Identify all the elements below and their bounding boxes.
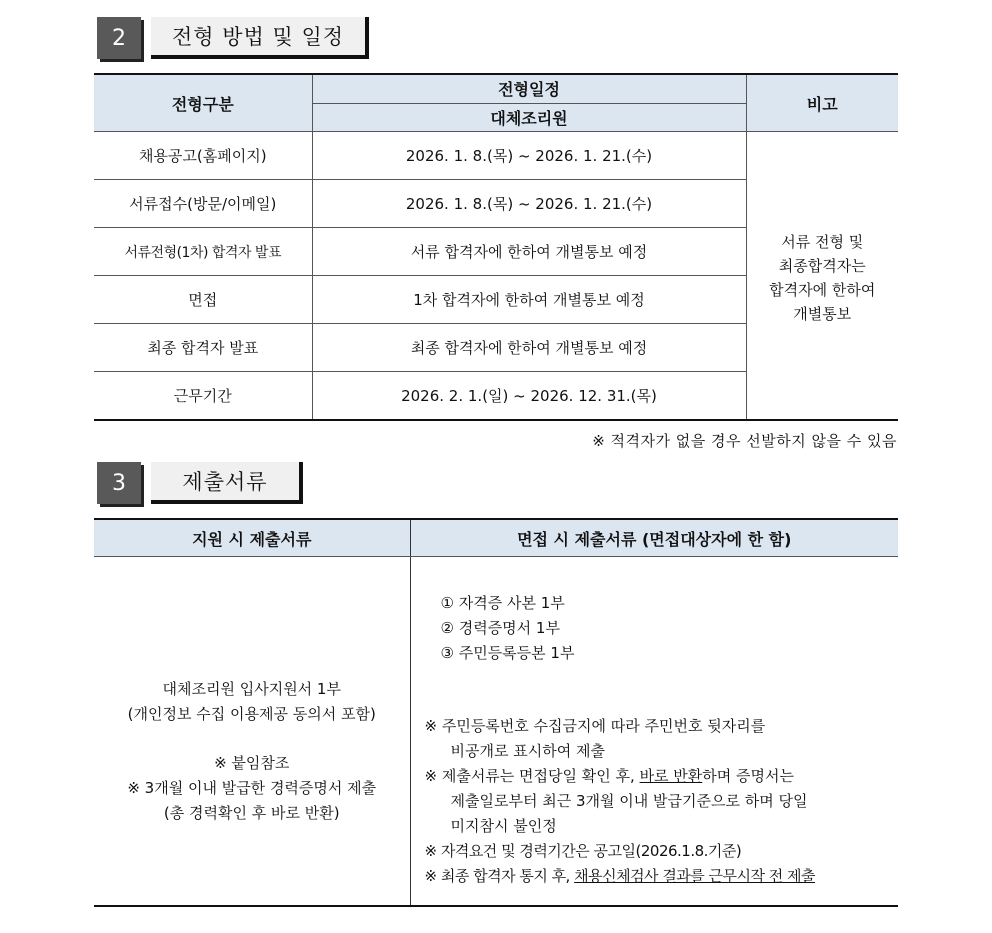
interview-note: ※ 주민등록번호 수집금지에 따라 주민번호 뒷자리를 (424, 717, 766, 735)
remark-line: 서류 전형 및 (781, 232, 864, 251)
interview-docs-cell (410, 557, 898, 907)
section-3-title: 제출서류 (151, 462, 303, 504)
interview-note: 미지참시 불인정 (450, 817, 557, 835)
interview-note: 비공개로 표시하여 제출 (450, 742, 605, 760)
row-schedule: 2026. 1. 8.(목) ~ 2026. 1. 21.(수) (312, 132, 746, 180)
note-underlined: 바로 반환 (639, 767, 703, 785)
remark-cell (746, 132, 898, 421)
interview-note (425, 864, 899, 889)
apply-note-line: ※ 붙임참조 (214, 753, 290, 772)
row-category: 서류전형(1차) 합격자 발표 (94, 228, 312, 276)
note-underlined: 채용신체검사 결과를 근무시작 전 제출 (574, 867, 816, 885)
row-schedule: 1차 합격자에 한하여 개별통보 예정 (312, 276, 746, 324)
header-schedule-sub: 대체조리원 (312, 103, 746, 132)
header-category: 전형구분 (94, 74, 312, 132)
row-schedule: 최종 합격자에 한하여 개별통보 예정 (312, 324, 746, 372)
interview-item: ① 자격증 사본 1부 (440, 594, 565, 612)
row-category: 면접 (94, 276, 312, 324)
interview-note: ※ 자격요건 및 경력기간은 공고일(2026.1.8.기준) (424, 842, 742, 860)
header-apply-docs: 지원 시 제출서류 (94, 519, 410, 557)
apply-line: 대체조리원 입사지원서 1부 (162, 679, 341, 698)
section-2-header (97, 17, 369, 59)
interview-note (425, 764, 899, 789)
row-category: 최종 합격자 발표 (94, 324, 312, 372)
table-row (94, 132, 898, 180)
row-schedule: 2026. 1. 8.(목) ~ 2026. 1. 21.(수) (312, 180, 746, 228)
row-category: 근무기간 (94, 372, 312, 421)
remark-line: 개별통보 (793, 304, 852, 323)
header-interview-docs: 면접 시 제출서류 (면접대상자에 한 함) (410, 519, 898, 557)
note-text: ※ 제출서류는 면접당일 확인 후, (424, 767, 640, 785)
row-schedule: 2026. 2. 1.(일) ~ 2026. 12. 31.(목) (312, 372, 746, 421)
section-3-header (97, 462, 303, 504)
interview-note: 제출일로부터 최근 3개월 이내 발급기준으로 하며 당일 (450, 792, 808, 810)
header-remark: 비고 (746, 74, 898, 132)
section-2-title: 전형 방법 및 일정 (151, 17, 369, 59)
apply-note-line: ※ 3개월 이내 발급한 경력증명서 제출 (127, 778, 377, 797)
apply-line: (개인정보 수집 이용제공 동의서 포함) (127, 704, 376, 723)
row-category: 서류접수(방문/이메일) (94, 180, 312, 228)
interview-item: ③ 주민등록등본 1부 (440, 644, 575, 662)
documents-table (94, 518, 898, 907)
remark-line: 합격자에 한하여 (769, 280, 876, 299)
selection-note: ※ 적격자가 없을 경우 선발하지 않을 수 있음 (592, 432, 897, 450)
section-2-number: 2 (97, 17, 141, 59)
interview-item: ② 경력증명서 1부 (440, 619, 560, 637)
header-schedule: 전형일정 (312, 74, 746, 103)
row-schedule: 서류 합격자에 한하여 개별통보 예정 (312, 228, 746, 276)
row-category: 채용공고(홈페이지) (94, 132, 312, 180)
note-text: ※ 최종 합격자 통지 후, (424, 867, 575, 885)
schedule-table (94, 73, 898, 421)
remark-line: 최종합격자는 (778, 256, 866, 275)
section-3-number: 3 (97, 462, 141, 504)
note-text: 하며 증명서는 (702, 767, 795, 785)
apply-note-line: (총 경력확인 후 바로 반환) (163, 803, 340, 822)
apply-docs-cell (94, 557, 410, 907)
